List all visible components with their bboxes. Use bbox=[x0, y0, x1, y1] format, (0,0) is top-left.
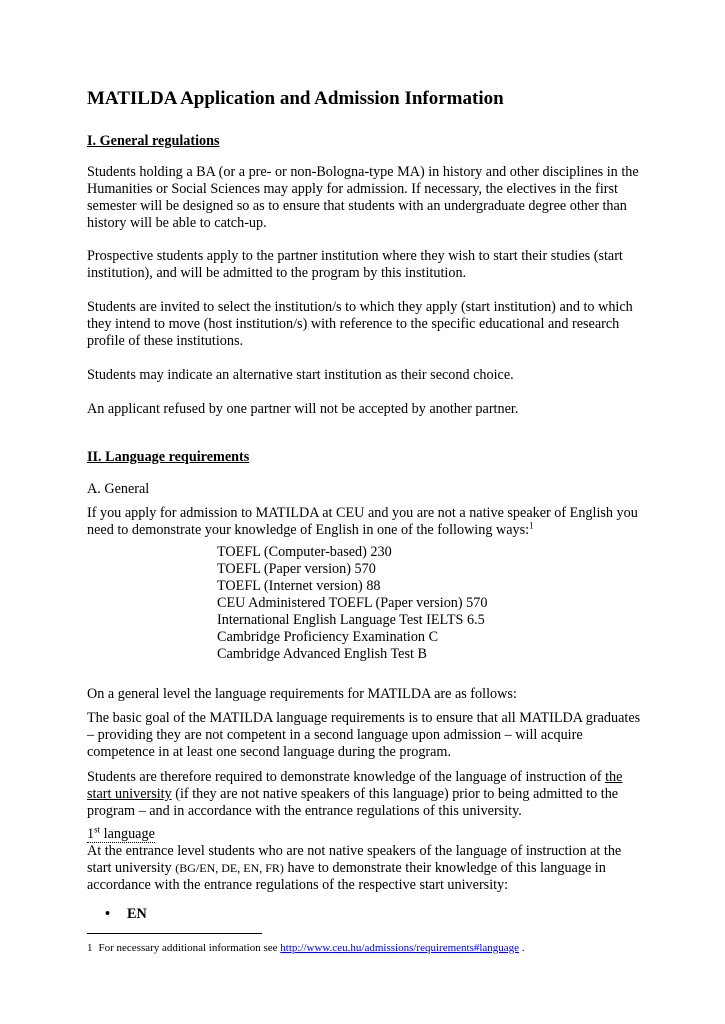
paragraph-english-requirement bbox=[87, 505, 647, 539]
footnote bbox=[87, 941, 525, 955]
list-item: Cambridge Advanced English Test B bbox=[217, 646, 427, 662]
paragraph-required-knowledge bbox=[87, 769, 647, 820]
bullet-icon: • bbox=[105, 906, 110, 922]
page-title: MATILDA Application and Admission Information bbox=[87, 88, 504, 109]
test-score-list bbox=[217, 544, 487, 663]
paragraph-apply-partner: Prospective students apply to the partner institution where they wish to start their studies (start institution), and will be admitted to the program by this institution. bbox=[87, 248, 623, 281]
list-item: TOEFL (Internet version) 88 bbox=[217, 578, 381, 594]
paragraph-alternative-start: Students may indicate an alternative start institution as their second choice. bbox=[87, 367, 514, 383]
section-heading-language: II. Language requirements bbox=[87, 449, 250, 465]
english-requirement-text: If you apply for admission to MATILDA at CEU and you are not a native speaker of English you need to demonstrate your knowledge of English in one of the following ways: bbox=[87, 505, 638, 538]
paragraph-refused-applicant: An applicant refused by one partner will not be accepted by another partner. bbox=[87, 401, 519, 417]
first-language-number: 1 bbox=[87, 826, 95, 842]
required-text-start: Students are therefore required to demonstrate knowledge of the language of instruction of bbox=[87, 769, 606, 785]
entrance-text-start: At the entrance level students who are not native speakers of the language of instruction at the start university bbox=[87, 843, 622, 876]
entrance-text-end: have to demonstrate their knowledge of this language in accordance with the entrance regulations of the respective start university: bbox=[87, 860, 606, 893]
footnote-separator bbox=[87, 933, 262, 934]
list-item: International English Language Test IELTS 6.5 bbox=[217, 612, 485, 628]
first-language-heading bbox=[87, 826, 647, 843]
admissions-requirements-link[interactable]: http://www.ceu.hu/admissions/requirements#language bbox=[280, 942, 520, 954]
first-language-ordinal: st bbox=[94, 824, 101, 835]
paragraph-select-institutions: Students are invited to select the institution/s to which they apply (start institution) and to which they intend to move (host institution/s) with reference to the specific educational and research profile of these institutions. bbox=[87, 299, 633, 349]
footnote-end: . bbox=[519, 942, 525, 954]
list-item: CEU Administered TOEFL (Paper version) 570 bbox=[217, 595, 488, 611]
language-codes: (BG/EN, DE, EN, FR) bbox=[175, 861, 284, 875]
footnote-mark: 1 bbox=[87, 942, 93, 954]
list-item: Cambridge Proficiency Examination C bbox=[217, 629, 439, 645]
subheading-general: A. General bbox=[87, 481, 150, 497]
list-item: TOEFL (Paper version) 570 bbox=[217, 561, 376, 577]
section-heading-general: I. General regulations bbox=[87, 133, 220, 149]
footnote-text: For necessary additional information see bbox=[98, 942, 281, 954]
paragraph-general-level: On a general level the language requirements for MATILDA are as follows: bbox=[87, 686, 517, 702]
list-item: TOEFL (Computer-based) 230 bbox=[217, 544, 392, 560]
required-text-end: (if they are not native speakers of this language) prior to being admitted to the program – and in accordance with the entrance regulations of this university. bbox=[87, 786, 619, 819]
paragraph-entrance-level bbox=[87, 843, 647, 894]
first-language-word: language bbox=[100, 826, 155, 842]
paragraph-basic-goal: The basic goal of the MATILDA language requirements is to ensure that all MATILDA graduates – providing they are not competent in a second language upon admission – will acquire competence in at least one second language during the program. bbox=[87, 710, 641, 760]
start-university-link[interactable]: the start university bbox=[87, 769, 623, 802]
bullet-item-en bbox=[105, 906, 147, 923]
paragraph-eligibility: Students holding a BA (or a pre- or non-Bologna-type MA) in history and other disciplines in the Humanities or Social Sciences may apply for admission. If necessary, the electives in the first semester will be designed so as to ensure that students with an undergraduate degree other than history will be able to catch-up. bbox=[87, 164, 639, 231]
first-language-label bbox=[87, 826, 155, 843]
footnote-reference[interactable]: 1 bbox=[529, 520, 534, 531]
bullet-label-en: EN bbox=[127, 906, 147, 922]
